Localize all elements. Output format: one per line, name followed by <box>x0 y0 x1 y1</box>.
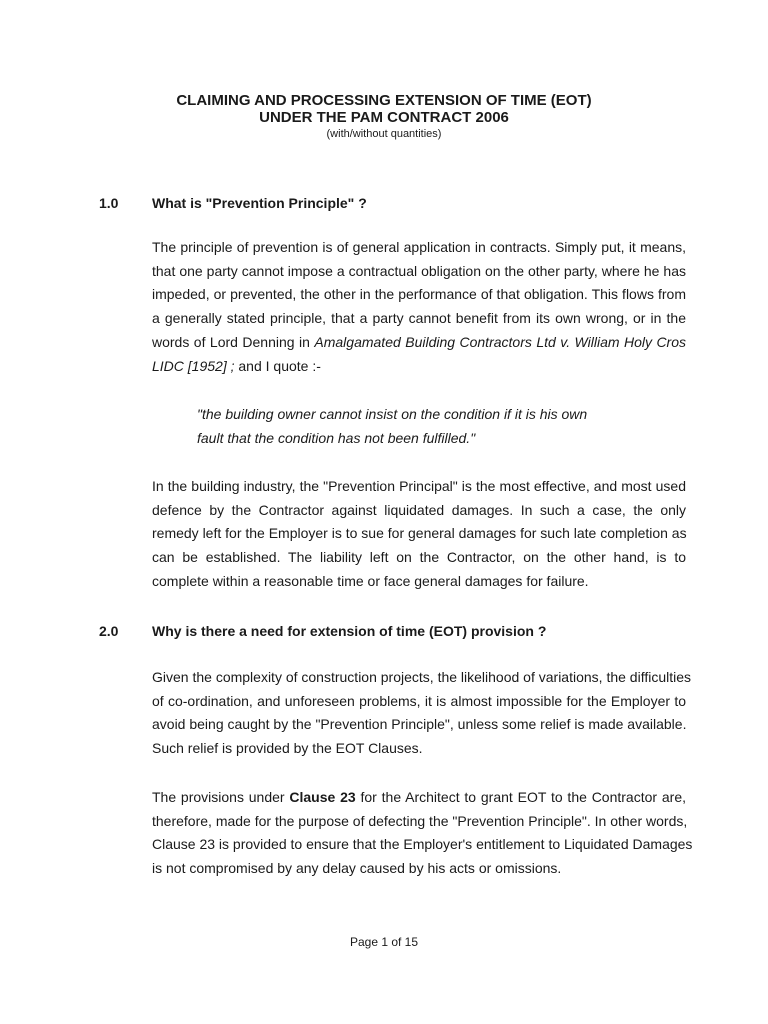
section-2-heading: Why is there a need for extension of time (EOT) provision ? <box>152 623 547 639</box>
quote-line: "the building owner cannot insist on the condition if it is his own <box>197 406 588 422</box>
quote-line: fault that the condition has not been fulfilled." <box>197 429 476 446</box>
paragraph-line: that one party cannot impose a contractual obligation on the other party, where he has <box>152 262 686 279</box>
paragraph-line <box>152 331 686 355</box>
case-citation-year: LIDC [1952] ; <box>152 357 235 374</box>
section-1-paragraph-1 <box>152 236 686 378</box>
case-citation: Amalgamated Building Contractors Ltd v. William Holy Cros <box>314 333 687 350</box>
paragraph-line: therefore, made for the purpose of defecting the "Prevention Principle". In other words, <box>152 812 688 829</box>
paragraph-line: Clause 23 is provided to ensure that the Employer's entitlement to Liquidated Damages <box>152 836 693 853</box>
paragraph-line: Such relief is provided by the EOT Clauses. <box>152 740 423 757</box>
document-title-line-2: UNDER THE PAM CONTRACT 2006 <box>259 109 509 126</box>
section-2-paragraph-2 <box>152 786 693 881</box>
paragraph-line: Given the complexity of construction projects, the likelihood of variations, the difficulties <box>152 669 692 685</box>
document-title-line-1: CLAIMING AND PROCESSING EXTENSION OF TIME (EOT) <box>176 92 592 109</box>
document-subtitle: (with/without quantities) <box>326 128 442 140</box>
page-number: Page 1 of 15 <box>349 935 419 949</box>
paragraph-line: In the building industry, the "Prevention Principal" is the most effective, and most used <box>152 478 686 494</box>
paragraph-line: defence by the Contractor against liquidated damages. In such a case, the only <box>152 501 686 518</box>
paragraph-line: of co-ordination, and unforeseen problems, it is almost impossible for the Employer to <box>152 692 686 709</box>
section-2-number: 2.0 <box>99 623 119 639</box>
paragraph-text: words of Lord Denning in <box>152 333 315 350</box>
paragraph-line: avoid being caught by the "Prevention Principle", unless some relief is made available. <box>152 716 687 733</box>
section-1-quote <box>197 403 617 450</box>
section-1-paragraph-2 <box>152 475 686 594</box>
paragraph-line: remedy left for the Employer is to sue for general damages for such late completion as <box>152 525 687 542</box>
paragraph-text: and I quote :- <box>234 357 321 374</box>
paragraph-line: complete within a reasonable time or face general damages for failure. <box>152 572 589 589</box>
paragraph-line: impeded, or prevented, the other in the performance of that obligation. This flows from <box>152 286 686 303</box>
paragraph-line <box>152 355 686 379</box>
paragraph-line <box>152 786 686 810</box>
paragraph-text: for the Architect to grant EOT to the Contractor are, <box>355 789 686 805</box>
paragraph-line: is not compromised by any delay caused by his acts or omissions. <box>152 860 562 877</box>
section-1-number: 1.0 <box>99 195 119 211</box>
section-2-paragraph-1 <box>152 666 692 761</box>
paragraph-line: The principle of prevention is of general application in contracts. Simply put, it means, <box>152 239 686 255</box>
paragraph-line: can be established. The liability left on the Contractor, on the other hand, is to <box>152 549 686 566</box>
paragraph-line: a generally stated principle, that a party cannot benefit from its own wrong, or in the <box>152 310 686 327</box>
clause-reference: Clause 23 <box>289 789 356 805</box>
section-1-heading: What is "Prevention Principle" ? <box>152 195 367 211</box>
paragraph-text: The provisions under <box>152 789 290 805</box>
